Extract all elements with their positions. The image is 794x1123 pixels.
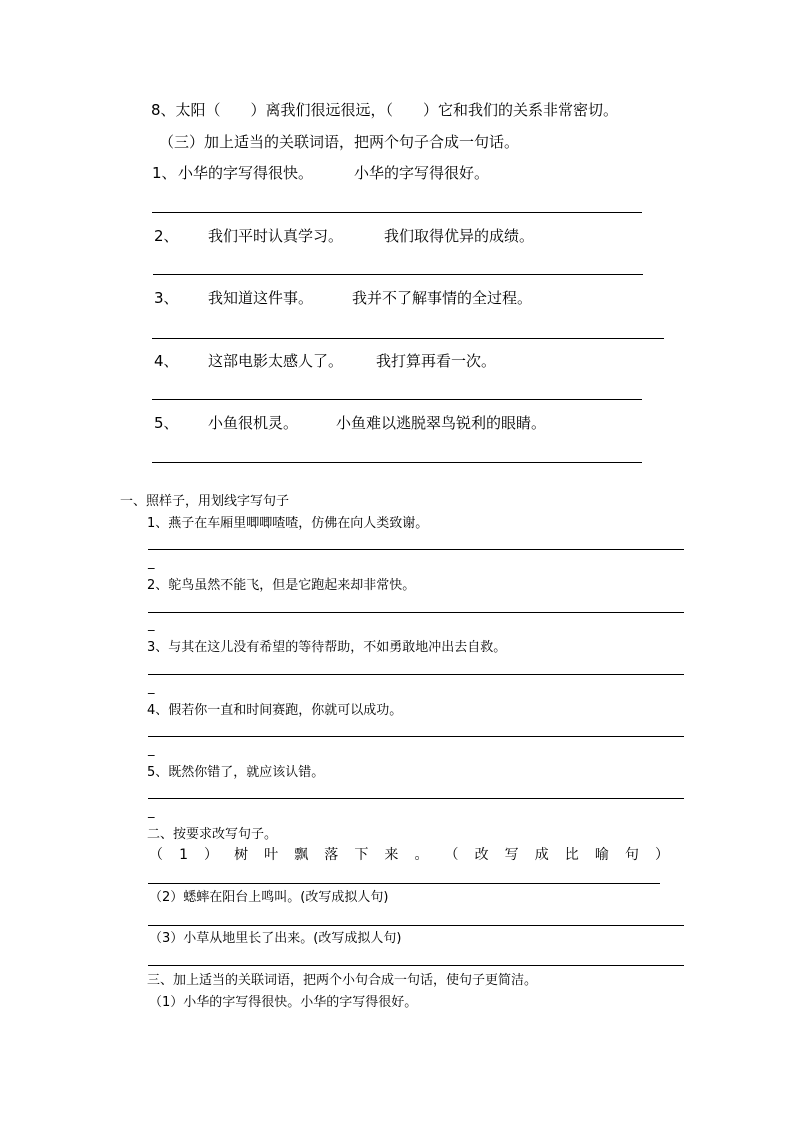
part-two-answer-line-3[interactable] — [148, 965, 684, 966]
char-12: 改 — [474, 847, 489, 863]
char-4: 树 — [234, 847, 249, 863]
item-3-sentence-b: 我并不了解事情的全过程。 — [352, 289, 533, 307]
part-one-tick-1: _ — [148, 555, 155, 570]
question-8: 8、太阳（ ）离我们很远很远，（ ）它和我们的关系非常密切。 — [151, 101, 619, 119]
part-two-item-3: （3）小草从地里长了出来。(改写成拟人句) — [149, 931, 402, 946]
char-10: 。 — [414, 847, 429, 863]
part-one-item-1: 1、燕子在车厢里唧唧喳喳，仿佛在向人类致谢。 — [147, 516, 429, 531]
part-two-answer-line-2[interactable] — [148, 925, 684, 926]
char-3: ） — [204, 847, 219, 863]
char-17: 句 — [624, 847, 639, 863]
part-one-title: 一、照样子，用划线字写句子 — [120, 494, 290, 509]
char-7: 落 — [324, 847, 339, 863]
part-two-title: 二、按要求改写句子。 — [147, 827, 278, 842]
section-3-title: （三）加上适当的关联词语，把两个句子合成一句话。 — [159, 133, 520, 151]
item-3-number: 3、 — [154, 289, 179, 307]
part-one-tick-2: _ — [148, 617, 155, 632]
answer-line-4[interactable] — [152, 399, 642, 400]
item-5-sentence-a: 小鱼很机灵。 — [208, 414, 299, 432]
part-one-item-2: 2、鸵鸟虽然不能飞，但是它跑起来却非常快。 — [147, 578, 416, 593]
char-1: （ — [149, 847, 163, 863]
item-2-number: 2、 — [154, 227, 179, 245]
item-1-number: 1、 — [152, 164, 177, 182]
item-4-number: 4、 — [154, 352, 179, 370]
item-4-sentence-a: 这部电影太感人了。 — [208, 352, 344, 370]
char-9: 来 — [384, 847, 399, 863]
item-4-sentence-b: 我打算再看一次。 — [376, 352, 497, 370]
part-one-tick-5: _ — [148, 804, 155, 819]
part-one-answer-line-1[interactable] — [148, 549, 684, 550]
char-8: 下 — [354, 847, 369, 863]
char-11: （ — [444, 847, 459, 863]
part-one-answer-line-2[interactable] — [148, 612, 684, 613]
part-one-tick-4: _ — [148, 742, 155, 757]
part-one-answer-line-3[interactable] — [148, 674, 684, 675]
answer-line-1[interactable] — [152, 212, 642, 213]
char-18: ） — [654, 847, 669, 863]
item-5-number: 5、 — [154, 414, 179, 432]
part-two-item-2: （2）蟋蟀在阳台上鸣叫。(改写成拟人句) — [149, 890, 389, 905]
answer-line-2[interactable] — [153, 274, 643, 275]
part-one-item-4: 4、假若你一直和时间赛跑，你就可以成功。 — [147, 703, 403, 718]
item-1-sentence-a: 小华的字写得很快。 — [178, 164, 314, 182]
char-13: 写 — [504, 847, 519, 863]
item-5-sentence-b: 小鱼难以逃脱翠鸟锐利的眼睛。 — [336, 414, 547, 432]
item-3-sentence-a: 我知道这件事。 — [208, 289, 314, 307]
part-two-item-1 — [149, 848, 669, 862]
char-14: 成 — [534, 847, 549, 863]
part-one-item-5: 5、既然你错了，就应该认错。 — [147, 765, 325, 780]
item-1-sentence-b: 小华的字写得很好。 — [354, 164, 490, 182]
part-three-item-1: （1）小华的字写得很快。小华的字写得很好。 — [149, 995, 418, 1010]
part-two-answer-line-1[interactable] — [148, 883, 660, 884]
answer-line-3[interactable] — [152, 338, 664, 339]
part-one-answer-line-5[interactable] — [148, 798, 684, 799]
part-three-title: 三、加上适当的关联词语，把两个小句合成一句话，使句子更简洁。 — [147, 973, 538, 988]
char-16: 喻 — [594, 847, 609, 863]
part-one-answer-line-4[interactable] — [148, 736, 684, 737]
char-6: 飘 — [294, 847, 309, 863]
item-2-sentence-b: 我们取得优异的成绩。 — [384, 227, 535, 245]
char-15: 比 — [564, 847, 579, 863]
item-2-sentence-a: 我们平时认真学习。 — [208, 227, 344, 245]
char-5: 叶 — [264, 847, 279, 863]
part-one-tick-3: _ — [148, 680, 155, 695]
part-one-item-3: 3、与其在这儿没有希望的等待帮助，不如勇敢地冲出去自救。 — [147, 640, 507, 655]
char-2: 1 — [179, 847, 188, 863]
answer-line-5[interactable] — [152, 462, 642, 463]
